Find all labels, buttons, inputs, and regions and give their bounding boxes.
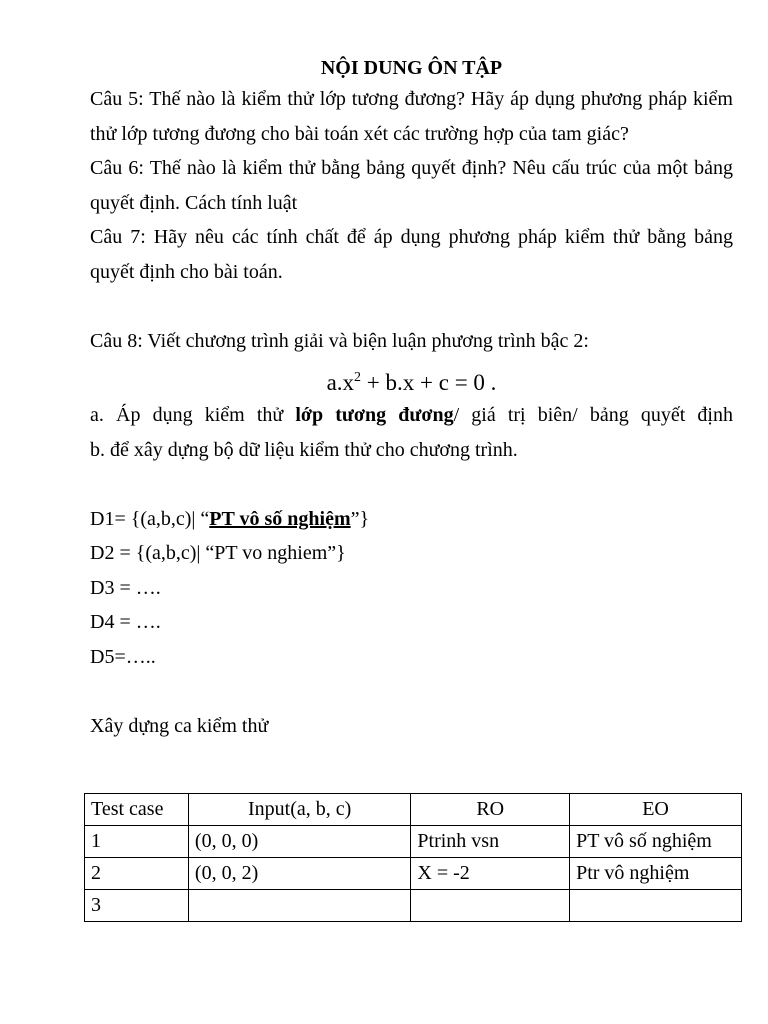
cell-ro: X = -2 [411,858,570,890]
cell-eo: Ptr vô nghiệm [570,858,742,890]
part-a-prefix: a. Áp dụng kiểm thử [90,404,296,426]
equation-base: a.x [326,370,355,395]
cell-input [188,890,410,922]
table-caption: Xây dựng ca kiểm thử [90,714,269,737]
spacer [90,674,733,709]
table-row [85,858,742,890]
cell-input: (0, 0, 0) [188,826,410,858]
header-ro: RO [411,794,570,826]
header-input: Input(a, b, c) [188,794,410,826]
cell-eo: PT vô số nghiệm [570,826,742,858]
question-5: Câu 5: Thế nào là kiểm thử lớp tương đương? Hãy áp dụng phương pháp kiểm thử lớp tương đương cho bài toán xét các trường hợp của tam giác? [90,88,733,145]
part-a-suffix: / giá trị biên/ bảng quyết định [453,404,733,426]
cell-ro: Ptrinh vsn [411,826,570,858]
spacer [90,467,733,502]
cell-test-case: 3 [85,890,189,922]
question-6: Câu 6: Thế nào là kiểm thử bằng bảng quyết định? Nêu cấu trúc của một bảng quyết định. Cách tính luật [90,157,733,214]
equation-exponent: 2 [354,370,362,385]
question-8: Câu 8: Viết chương trình giải và biện luận phương trình bậc 2: [90,329,589,352]
table-row [85,826,742,858]
part-a [90,398,733,433]
domain-d1 [90,502,733,537]
d1-bold-underlined: PT vô số nghiệm [209,507,351,530]
document-page [90,54,733,743]
equation-rest: + b.x + c = 0 . [361,370,497,395]
d1-suffix: ”} [350,507,370,530]
test-case-table [84,793,742,922]
cell-eo [570,890,742,922]
cell-input: (0, 0, 2) [188,858,410,890]
question-7: Câu 7: Hãy nêu các tính chất để áp dụng phương pháp kiểm thử bằng bảng quyết định cho bài toán. [90,226,733,283]
page-title: NỘI DUNG ÔN TẬP [320,57,503,79]
table-header-row [85,794,742,826]
part-b: b. để xây dựng bộ dữ liệu kiểm thử cho chương trình. [90,438,518,461]
domain-d3: D3 = …. [90,576,161,599]
cell-test-case: 2 [85,858,189,890]
domain-d4: D4 = …. [90,611,161,633]
domain-d5: D5=….. [90,645,156,668]
spacer [90,289,733,324]
quadratic-equation [90,358,733,398]
header-eo: EO [570,794,742,826]
header-test-case: Test case [85,794,189,826]
table-row [85,890,742,922]
d1-prefix: D1= {(a,b,c)| “ [90,507,210,530]
part-a-bold: lớp tương đương [295,404,454,426]
domain-d2: D2 = {(a,b,c)| “PT vo nghiem”} [90,542,346,564]
cell-test-case: 1 [85,826,189,858]
cell-ro [411,890,570,922]
